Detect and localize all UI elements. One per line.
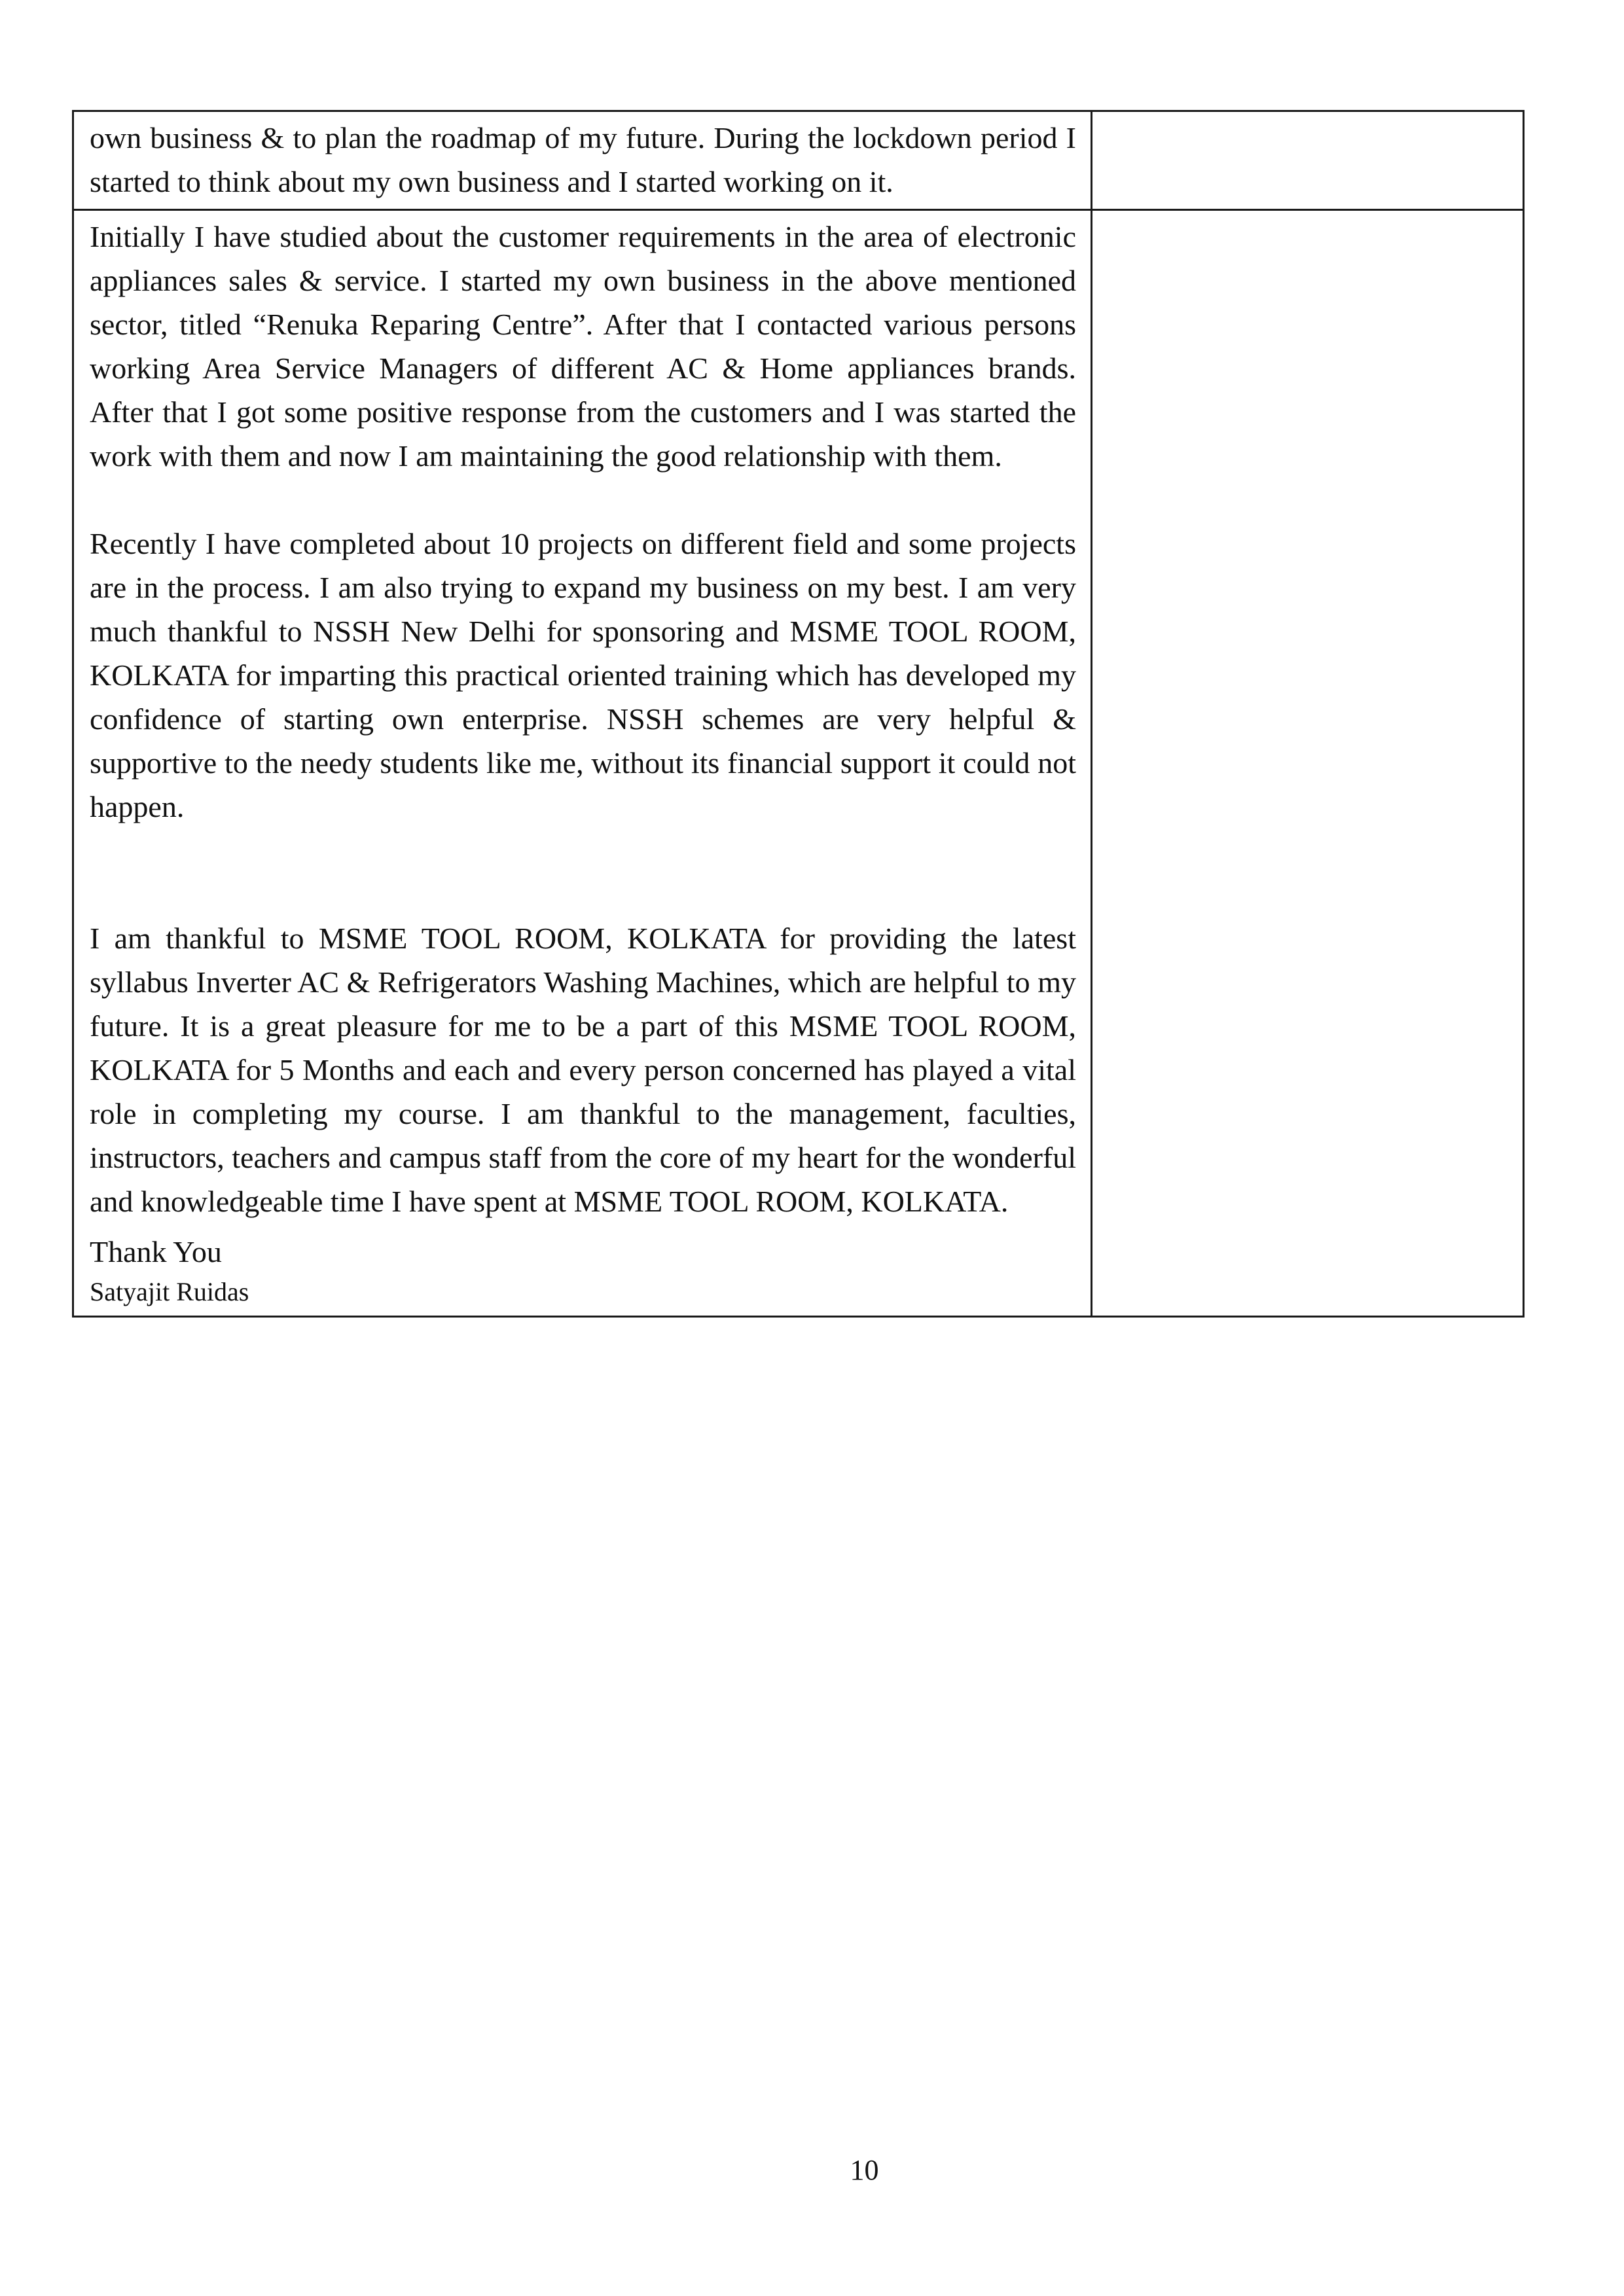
- paragraph: I am thankful to MSME TOOL ROOM, KOLKATA for providing the latest syllabus Inverter AC & Refrigerators Washing Machines, which are helpful to my future. It is a great pleasure for me to be a part of this MSME TOOL ROOM, KOLKATA for 5 Months and each and every person concerned has played a vital role in completing my course. I am thankful to the management, faculties, instructors, teachers and campus staff from the core of my heart for the wonderful and knowledgeable time I have spent at MSME TOOL ROOM, KOLKATA.: [90, 922, 1076, 1218]
- empty-cell: [1092, 210, 1524, 1317]
- paragraph: Recently I have completed about 10 projects on different field and some projects are in the process. I am also trying to expand my business on my best. I am very much thankful to NSSH New Delhi for sponsoring and MSME TOOL ROOM, KOLKATA for imparting this practical oriented training which has developed my confidence of starting own enterprise. NSSH schemes are very helpful & supportive to the needy students like me, without its financial support it could not happen.: [90, 527, 1076, 823]
- empty-cell: [1092, 111, 1524, 210]
- text-cell: [73, 210, 1092, 1317]
- table-row: [73, 111, 1524, 210]
- paragraph: own business & to plan the roadmap of my future. During the lockdown period I started to think about my own business and I started working on it.: [90, 121, 1076, 198]
- table-row: [73, 210, 1524, 1317]
- closing-text: Thank You: [90, 1235, 222, 1268]
- page-number: 10: [850, 2154, 879, 2186]
- text-cell: [73, 111, 1092, 210]
- paragraph: Initially I have studied about the customer requirements in the area of electronic appliances sales & service. I started my own business in the above mentioned sector, titled “Renuka Reparing Centre”. After that I contacted various persons working Area Service Managers of different AC & Home appliances brands. After that I got some positive response from the customers and I was started the work with them and now I am maintaining the good relationship with them.: [90, 220, 1076, 473]
- testimonial-table: [72, 110, 1525, 1318]
- signature-name: Satyajit Ruidas: [90, 1277, 249, 1306]
